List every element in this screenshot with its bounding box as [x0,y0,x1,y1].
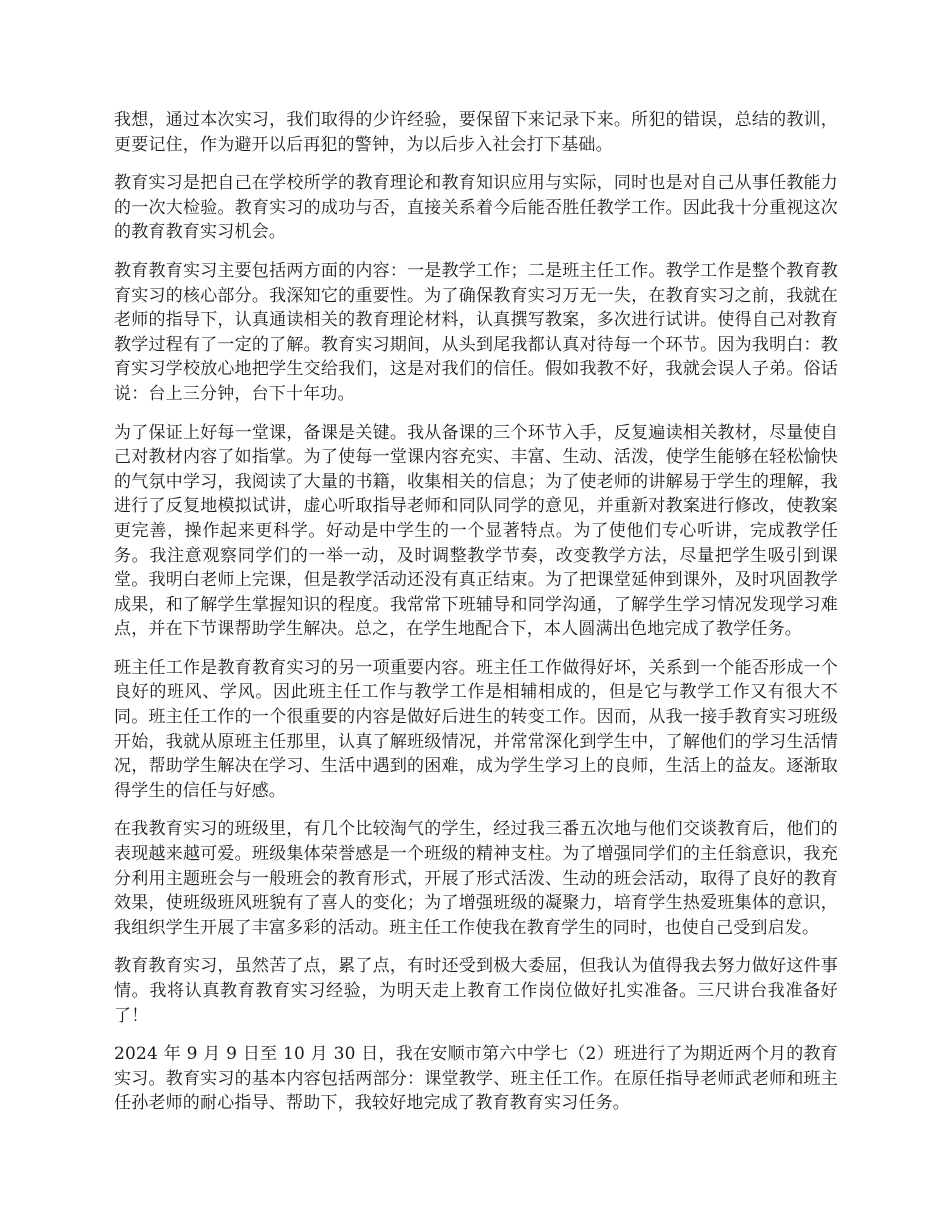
paragraph-2: 教育实习是把自己在学校所学的教育理论和教育知识应用与实际，同时也是对自己从事任教能力的一次大检验。教育实习的成功与否，直接关系着今后能否胜任教学工作。因此我十分重视这次的教育教育实习机会。 [114,173,838,243]
paragraph-4: 为了保证上好每一堂课，备课是关键。我从备课的三个环节入手，反复遍读相关教材，尽量使自己对教材内容了如指掌。为了使每一堂课内容充实、丰富、生动、活泼，使学生能够在轻松愉快的气氛中学习，我阅读了大量的书籍，收集相关的信息；为了使老师的讲解易于学生的理解，我进行了反复地模拟试讲，虚心听取指导老师和同队同学的意见，并重新对教案进行修改，使教案更完善，操作起来更科学。好动是中学生的一个显著特点。为了使他们专心听讲，完成教学任务。我注意观察同学们的一举一动，及时调整教学节奏，改变教学方法，尽量把学生吸引到课堂。我明白老师上完课，但是教学活动还没有真正结束。为了把课堂延伸到课外，及时巩固教学成果，和了解学生掌握知识的程度。我常常下班辅导和同学沟通，了解学生学习情况发现学习难点，并在下节课帮助学生解决。总之，在学生地配合下，本人圆满出色地完成了教学任务。 [114,422,838,640]
paragraph-7: 教育教育实习，虽然苦了点，累了点，有时还受到极大委屈，但我认为值得我去努力做好这件事情。我将认真教育教育实习经验，为明天走上教育工作岗位做好扎实准备。三尺讲台我准备好了！ [114,956,838,1026]
paragraph-5: 班主任工作是教育教育实习的另一项重要内容。班主任工作做得好坏，关系到一个能否形成一个良好的班风、学风。因此班主任工作与教学工作是相辅相成的，但是它与教学工作又有很大不同。班主任工作的一个很重要的内容是做好后进生的转变工作。因而，从我一接手教育实习班级开始，我就从原班主任那里，认真了解班级情况，并常常深化到学生中，了解他们的学习生活情况，帮助学生解决在学习、生活中遇到的困难，成为学生学习上的良师，生活上的益友。逐渐取得学生的信任与好感。 [114,657,838,801]
document-body [114,108,838,1130]
paragraph-6: 在我教育实习的班级里，有几个比较淘气的学生，经过我三番五次地与他们交谈教育后，他们的表现越来越可爱。班级集体荣誉感是一个班级的精神支柱。为了增强同学们的主任翁意识，我充分利用主题班会与一般班会的教育形式，开展了形式活泼、生动的班会活动，取得了良好的教育效果，使班级班风班貌有了喜人的变化；为了增强班级的凝聚力，培育学生热爱班集体的意识，我组织学生开展了丰富多彩的活动。班主任工作使我在教育学生的同时，也使自己受到启发。 [114,819,838,938]
paragraph-8: 2024 年 9 月 9 日至 10 月 30 日，我在安顺市第六中学七（2）班进行了为期近两个月的教育实习。教育实习的基本内容包括两部分：课堂教学、班主任工作。在原任指导老师武老师和班主任孙老师的耐心指导、帮助下，我较好地完成了教育教育实习任务。 [114,1044,838,1114]
paragraph-3: 教育教育实习主要包括两方面的内容：一是教学工作；二是班主任工作。教学工作是整个教育教育实习的核心部分。我深知它的重要性。为了确保教育实习万无一失，在教育实习之前，我就在老师的指导下，认真通读相关的教育理论材料，认真撰写教案，多次进行试讲。使得自己对教育教学过程有了一定的了解。教育实习期间，从头到尾我都认真对待每一个环节。因为我明白：教育实习学校放心地把学生交给我们，这是对我们的信任。假如我教不好，我就会误人子弟。俗话说：台上三分钟，台下十年功。 [114,260,838,404]
paragraph-1: 我想，通过本次实习，我们取得的少许经验，要保留下来记录下来。所犯的错误，总结的教训，更要记住，作为避开以后再犯的警钟，为以后步入社会打下基础。 [114,110,838,155]
